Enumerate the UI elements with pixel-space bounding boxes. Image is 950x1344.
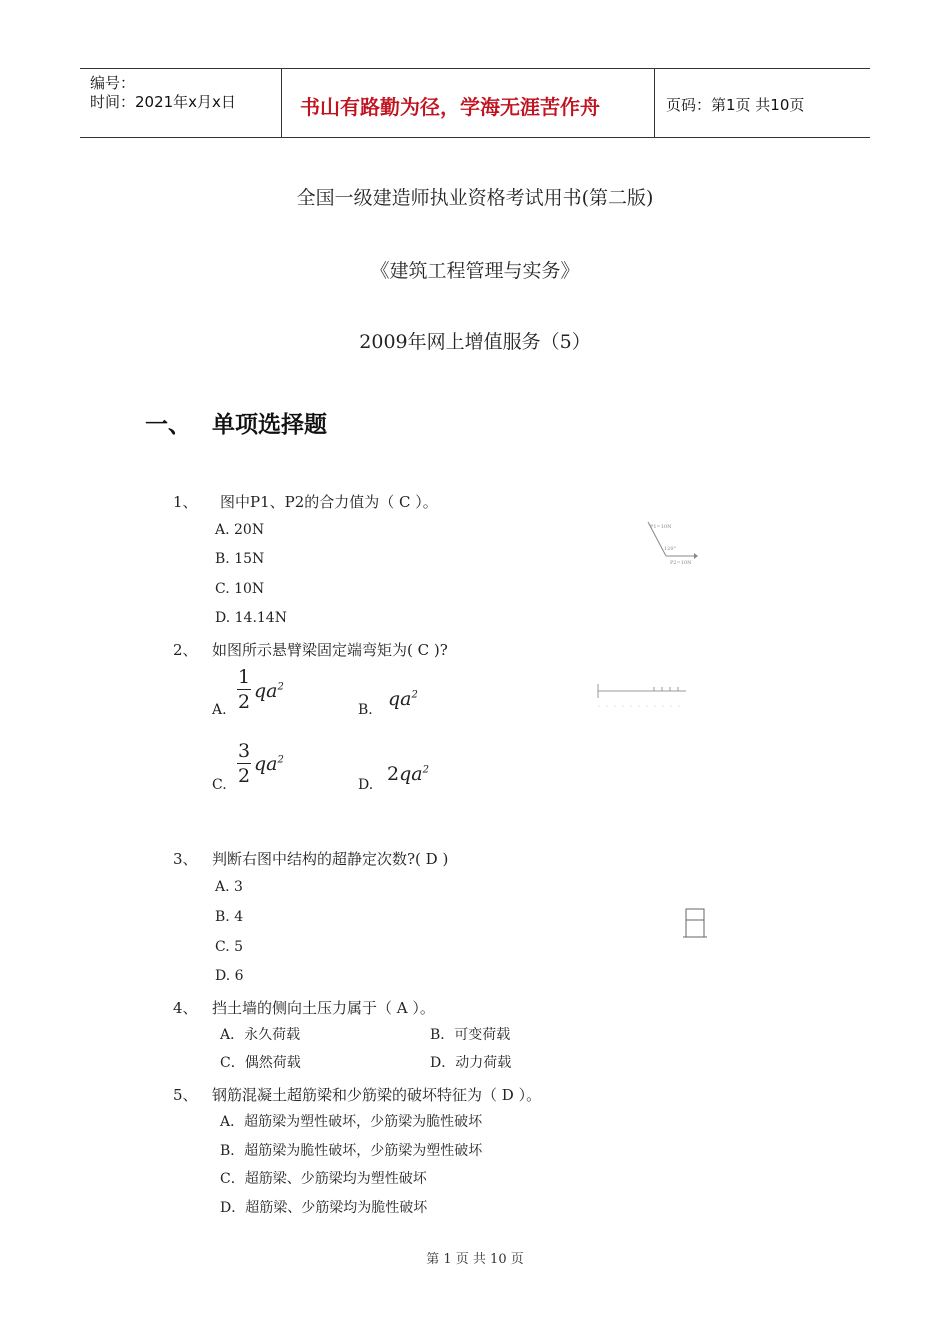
doc-title-line1: 全国一级建造师执业资格考试用书(第二版) (296, 187, 654, 209)
header-divider-1 (281, 69, 282, 137)
header-number-label: 编号： (90, 74, 136, 92)
question-3-number: 3、 (173, 850, 198, 868)
doc-title-line3: 2009年网上增值服务（5） (359, 331, 591, 353)
question-5-option-c: C．超筋梁、少筋梁均为塑性破坏 (220, 1171, 427, 1187)
question-4-option-a: A．永久荷载 (220, 1027, 301, 1043)
force-p1-label: P1=10N (650, 524, 672, 530)
question-2-stem: 如图所示悬臂梁固定端弯矩为( C )? (212, 641, 448, 659)
page-footer: 第 1 页 共 10 页 (426, 1252, 524, 1267)
header-motto: 书山有路勤为径，学海无涯苦作舟 (300, 95, 600, 119)
question-4-option-d: D．动力荷载 (430, 1055, 512, 1071)
question-3-option-a: A. 3 (215, 879, 243, 895)
option-c-fraction (237, 740, 251, 787)
question-5-number: 5、 (173, 1086, 198, 1104)
frame-outline (686, 909, 704, 937)
force-p2-label: P2=10N (670, 560, 692, 566)
header-page-info: 页码：第1页 共10页 (666, 96, 805, 114)
section-number: 一、 (145, 412, 191, 438)
question-2-option-d: D. (358, 777, 374, 793)
question-4-option-b: B．可变荷载 (430, 1027, 511, 1043)
option-a-denominator: 2 (237, 691, 251, 713)
frame-structure-diagram (682, 906, 708, 942)
question-3-option-c: C. 5 (215, 939, 244, 955)
question-3-option-b: B. 4 (215, 909, 244, 925)
question-1-option-b: B. 15N (215, 551, 265, 567)
question-5-option-a: A．超筋梁为塑性破坏，少筋梁为脆性破坏 (220, 1114, 483, 1130)
question-1-stem: 图中P1、P2的合力值为（ C ）。 (220, 493, 438, 511)
question-1-option-c: C. 10N (215, 581, 265, 597)
question-5-stem: 钢筋混凝土超筋梁和少筋梁的破坏特征为（ D ）。 (212, 1086, 542, 1104)
force-angle-label: 120° (664, 546, 677, 552)
question-3-option-d: D. 6 (215, 968, 244, 984)
question-4-option-c: C．偶然荷载 (220, 1055, 301, 1071)
question-2-option-b: B. (358, 702, 373, 718)
force-diagram (640, 516, 700, 570)
question-5-option-b: B．超筋梁为脆性破坏，少筋梁为塑性破坏 (220, 1143, 483, 1159)
question-5-option-d: D．超筋梁、少筋梁均为脆性破坏 (220, 1200, 428, 1216)
section-label: 单项选择题 (212, 412, 327, 438)
option-b-expression: $qa^2$ (388, 688, 418, 710)
option-a-numerator: 1 (237, 666, 251, 688)
option-a-fraction (237, 666, 251, 713)
option-a-expression: $qa^2$ (254, 680, 284, 702)
page-header-table (80, 68, 870, 138)
header-divider-2 (654, 69, 655, 137)
doc-title-line2: 《建筑工程管理与实务》 (370, 260, 580, 282)
question-3-stem: 判断右图中结构的超静定次数?( D ) (212, 850, 449, 868)
option-d-expression: $2qa^2$ (387, 763, 429, 785)
question-2-option-a: A. (212, 702, 227, 718)
header-time-label: 时间：2021年x月x日 (90, 93, 236, 111)
question-4-stem: 挡土墙的侧向土压力属于（ A ）。 (212, 999, 435, 1017)
cantilever-beam-diagram (594, 682, 690, 710)
question-1-number: 1、 (173, 493, 198, 511)
option-c-expression: $qa^2$ (254, 753, 284, 775)
question-1-option-a: A. 20N (215, 522, 265, 538)
option-c-numerator: 3 (237, 740, 251, 762)
force-arrow-icon (694, 553, 698, 559)
question-4-number: 4、 (173, 999, 198, 1017)
option-c-denominator: 2 (237, 765, 251, 787)
question-2-option-c: C. (212, 777, 227, 793)
section-heading (145, 406, 327, 439)
question-2-number: 2、 (173, 641, 198, 659)
question-1-option-d: D. 14.14N (215, 610, 287, 626)
